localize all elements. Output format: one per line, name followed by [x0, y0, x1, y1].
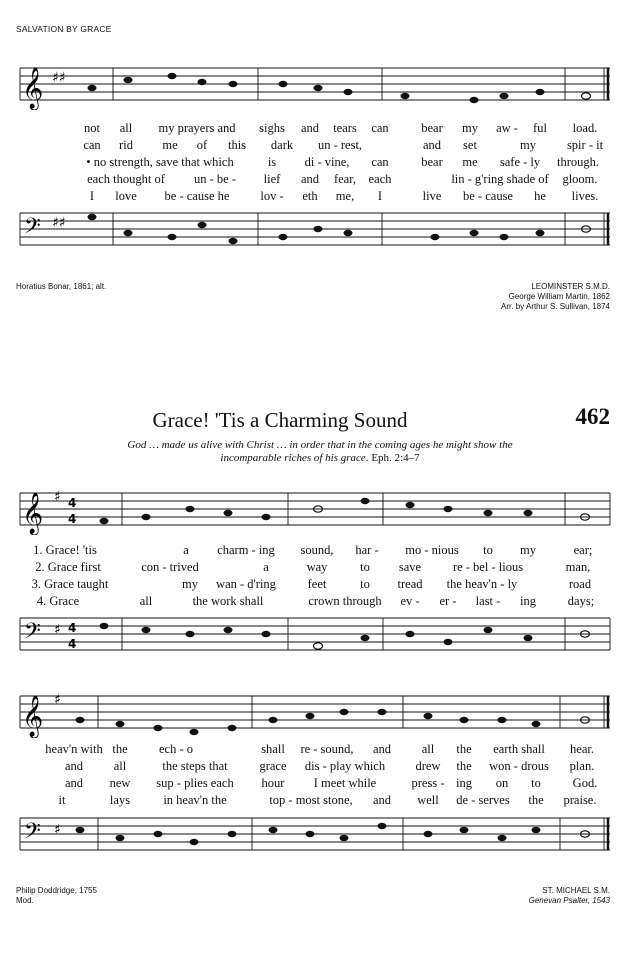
lyric-syllable: be - cause — [463, 189, 513, 203]
lyric-syllable: live — [422, 189, 442, 203]
lyric-syllable: my prayers and — [158, 121, 236, 135]
lyric-syllable: days; — [567, 594, 595, 608]
lyric-syllable: un - be - — [194, 172, 236, 186]
lyric-syllable: of — [196, 138, 208, 152]
lyric-syllable: and — [372, 742, 392, 756]
lyric-syllable: this — [227, 138, 247, 152]
lyric-syllable: can — [371, 121, 389, 135]
svg-text:♯: ♯ — [54, 822, 61, 838]
lyric-syllable: 2. Grace first — [35, 560, 101, 574]
tune-name: ST. MICHAEL S.M. — [542, 886, 610, 895]
treble-staff-system2 — [0, 688, 640, 738]
lyric-syllable: bear — [421, 155, 443, 169]
author-name: Philip Doddridge, 1755 — [16, 886, 97, 895]
lyric-syllable: my — [520, 138, 536, 152]
lyric-syllable: each thought of — [87, 172, 165, 186]
lyric-syllable: drew — [415, 759, 441, 773]
lyric-syllable: rid — [119, 138, 133, 152]
lyric-syllable: wan - d'ring — [216, 577, 276, 591]
lyric-syllable: I meet while — [313, 776, 377, 790]
treble-staff-system1 — [0, 485, 640, 535]
tune-name: LEOMINSTER S.M.D. — [531, 282, 610, 291]
tune-credit — [501, 282, 610, 312]
lyric-syllable: mo - nious — [405, 543, 459, 557]
lyric-syllable: me — [462, 155, 478, 169]
lyric-syllable: to — [531, 776, 541, 790]
lyric-syllable: load. — [572, 121, 598, 135]
lyric-syllable: I — [89, 189, 95, 203]
lyric-syllable: road — [568, 577, 592, 591]
lyric-syllable: bear — [421, 121, 443, 135]
lyric-syllable: and — [300, 172, 320, 186]
lyric-syllable: can — [371, 155, 389, 169]
tune-credit — [529, 886, 610, 906]
svg-text:𝄞: 𝄞 — [22, 68, 44, 109]
lyric-syllable: con - trived — [141, 560, 199, 574]
lyric-syllable: lov - — [260, 189, 284, 203]
section-header: SALVATION BY GRACE — [16, 24, 112, 34]
svg-text:𝄢: 𝄢 — [24, 619, 41, 649]
lyric-syllable: each — [368, 172, 392, 186]
lyric-syllable: lin - g'ring shade of — [451, 172, 549, 186]
lyric-syllable: ech - o — [158, 742, 194, 756]
lyric-syllable: ful — [533, 121, 547, 135]
lyric-syllable: tread — [397, 577, 423, 591]
lyric-syllable: new — [109, 776, 131, 790]
lyric-syllable: be - cause he — [164, 189, 230, 203]
lyric-syllable: fear, — [333, 172, 357, 186]
tune-source: Genevan Psalter, 1543 — [528, 896, 610, 905]
svg-text:𝄞: 𝄞 — [22, 696, 44, 737]
lyric-syllable: praise. — [563, 793, 597, 807]
lyric-syllable: to — [483, 543, 493, 557]
scripture-reference: Eph. 2:4–7 — [371, 452, 420, 464]
lyric-syllable: the steps that — [162, 759, 228, 773]
svg-text:4: 4 — [68, 496, 77, 510]
composer-credit: George William Martin, 1862 — [508, 292, 610, 301]
lyric-syllable: lief — [263, 172, 281, 186]
lyric-syllable: crown through — [308, 594, 382, 608]
lyric-syllable: all — [113, 759, 127, 773]
lyric-syllable: I — [377, 189, 383, 203]
lyric-syllable: hour — [261, 776, 285, 790]
lyric-syllable: 1. Grace! 'tis — [33, 543, 97, 557]
lyric-syllable: har - — [355, 543, 379, 557]
lyric-syllable: lays — [109, 793, 131, 807]
lyric-syllable: last - — [475, 594, 501, 608]
lyric-syllable: tears — [333, 121, 357, 135]
lyric-syllable: di - vine, — [304, 155, 350, 169]
lyric-syllable: my — [520, 543, 536, 557]
lyric-syllable: • no strength, save that which — [86, 155, 234, 169]
lyric-syllable: he — [534, 189, 546, 203]
svg-text:♯♯: ♯♯ — [52, 215, 66, 231]
lyric-syllable: plan. — [569, 759, 595, 773]
lyric-syllable: and — [64, 759, 84, 773]
lyric-syllable: heav'n with — [45, 742, 103, 756]
lyric-syllable: God. — [572, 776, 598, 790]
lyric-syllable: me, — [335, 189, 355, 203]
lyric-syllable: won - drous — [489, 759, 549, 773]
lyric-syllable: the — [456, 742, 472, 756]
author-note: Mod. — [16, 896, 34, 905]
lyric-syllable: earth shall — [493, 742, 545, 756]
lyric-syllable: aw - — [496, 121, 518, 135]
lyric-syllable: ear; — [573, 543, 593, 557]
lyric-syllable: save — [398, 560, 422, 574]
svg-text:4: 4 — [68, 512, 77, 526]
lyric-syllable: un - rest, — [317, 138, 363, 152]
author-credit — [16, 886, 97, 906]
lyric-syllable: can — [83, 138, 101, 152]
svg-text:4: 4 — [68, 637, 77, 651]
lyric-syllable: and — [422, 138, 442, 152]
lyric-syllable: not — [84, 121, 100, 135]
lyric-syllable: my — [462, 121, 478, 135]
lyric-syllable: to — [360, 560, 370, 574]
lyric-syllable: feet — [307, 577, 327, 591]
scripture-text-2: incomparable riches of his grace. — [220, 452, 369, 464]
lyric-syllable: way — [306, 560, 328, 574]
lyric-syllable: me — [162, 138, 178, 152]
bass-staff-system1 — [0, 610, 640, 660]
lyric-syllable: and — [300, 121, 320, 135]
lyric-syllable: and — [372, 793, 392, 807]
lyric-syllable: charm - ing — [217, 543, 275, 557]
svg-text:♯: ♯ — [54, 622, 61, 638]
lyric-syllable: shall — [261, 742, 285, 756]
lyric-syllable: through. — [556, 155, 600, 169]
lyric-syllable: the heav'n - ly — [446, 577, 518, 591]
lyric-syllable: in heav'n the — [163, 793, 227, 807]
lyric-syllable: the — [528, 793, 544, 807]
lyric-syllable: my — [182, 577, 198, 591]
lyric-syllable: de - serves — [456, 793, 510, 807]
lyric-syllable: 3. Grace taught — [31, 577, 109, 591]
lyric-syllable: dis - play which — [304, 759, 386, 773]
arranger-credit: Arr. by Arthur S. Sullivan, 1874 — [501, 302, 610, 311]
lyric-syllable: re - bel - lious — [452, 560, 524, 574]
lyric-syllable: press - — [411, 776, 445, 790]
lyric-syllable: safe - ly — [499, 155, 541, 169]
lyric-syllable: spir - it — [566, 138, 604, 152]
lyric-syllable: ing — [520, 594, 536, 608]
lyric-syllable: sound, — [300, 543, 334, 557]
lyric-syllable: hear. — [570, 742, 594, 756]
lyric-syllable: love — [115, 189, 137, 203]
lyric-syllable: re - sound, — [300, 742, 354, 756]
lyric-syllable: ev - — [400, 594, 420, 608]
bass-staff-top — [0, 205, 640, 255]
lyric-syllable: top - most stone, — [269, 793, 353, 807]
svg-text:𝄢: 𝄢 — [24, 819, 41, 849]
lyric-syllable: the — [112, 742, 128, 756]
lyric-syllable: 4. Grace — [36, 594, 80, 608]
svg-text:4: 4 — [68, 621, 77, 635]
lyric-syllable: sup - plies each — [156, 776, 234, 790]
lyric-syllable: sighs — [259, 121, 285, 135]
scripture-text: God … made us alive with Christ … in order that in the coming ages he might show the — [127, 439, 513, 451]
svg-text:♯: ♯ — [54, 489, 61, 505]
lyric-syllable: the — [456, 759, 472, 773]
lyric-syllable: dark — [270, 138, 294, 152]
svg-text:𝄢: 𝄢 — [24, 214, 41, 244]
lyric-syllable: to — [360, 577, 370, 591]
lyric-syllable: the work shall — [192, 594, 264, 608]
lyric-syllable: man, — [565, 560, 591, 574]
lyric-syllable: all — [139, 594, 153, 608]
svg-text:𝄞: 𝄞 — [22, 493, 44, 534]
lyric-syllable: grace — [259, 759, 287, 773]
lyric-syllable: gloom. — [562, 172, 598, 186]
lyric-syllable: a — [263, 560, 269, 574]
bass-staff-system2 — [0, 810, 640, 860]
lyric-syllable: all — [421, 742, 435, 756]
lyric-syllable: all — [119, 121, 133, 135]
hymn-number: 462 — [575, 404, 610, 429]
lyric-syllable: lives. — [571, 189, 599, 203]
lyric-syllable: well — [417, 793, 439, 807]
treble-staff-top — [0, 60, 640, 110]
lyric-syllable: a — [183, 543, 189, 557]
lyric-syllable: er - — [439, 594, 457, 608]
lyric-syllable: eth — [302, 189, 318, 203]
lyric-syllable: is — [267, 155, 277, 169]
lyric-syllable: and — [64, 776, 84, 790]
hymn-title: Grace! 'Tis a Charming Sound — [152, 408, 408, 432]
svg-text:♯♯: ♯♯ — [52, 70, 66, 86]
author-credit: Horatius Bonar, 1861; alt. — [16, 282, 107, 291]
svg-text:♯: ♯ — [54, 692, 61, 708]
scripture-epigraph — [0, 439, 640, 465]
lyric-syllable: set — [463, 138, 477, 152]
lyric-syllable: it — [58, 793, 66, 807]
lyric-syllable: on — [495, 776, 509, 790]
lyric-syllable: ing — [456, 776, 472, 790]
